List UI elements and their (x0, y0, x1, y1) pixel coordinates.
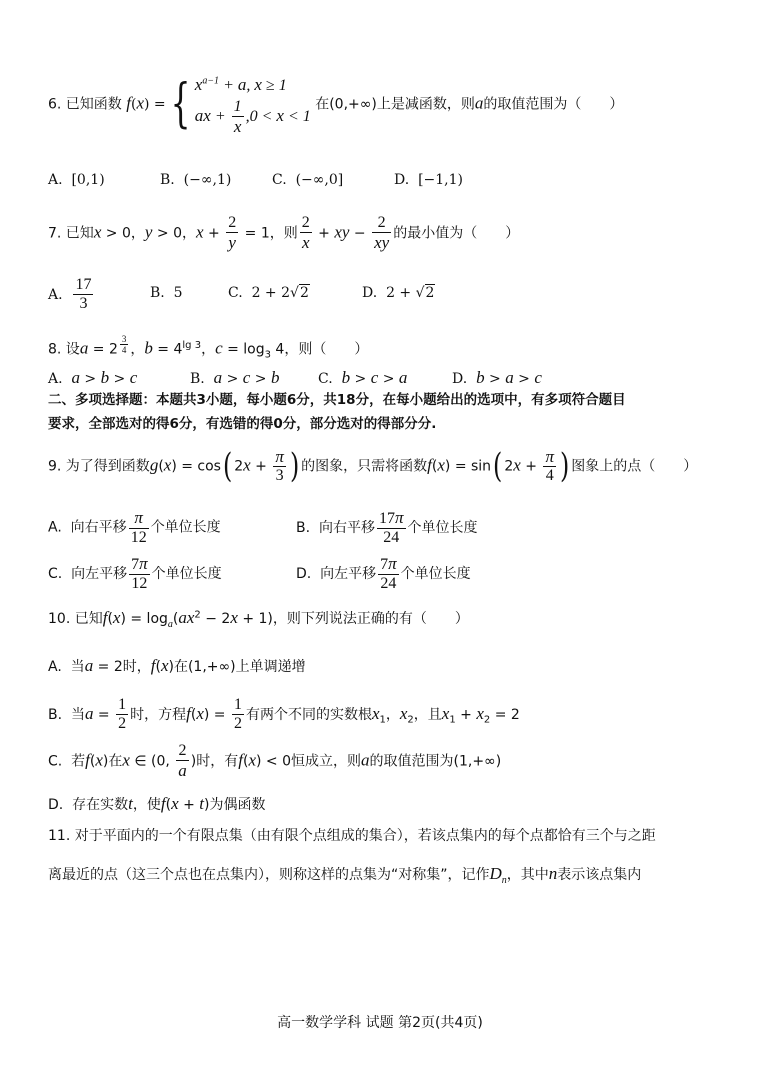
question-6: 6. 已知函数 f(x) ={ $x^{a-1} + a$, x ≥ 1 ax + $\frac{1}{x}$ ,0 < x < 1 在(0,+∞)上是减函数，则a的取值范围为（ ） (48, 72, 623, 137)
q6-option-d: D. [−1,1) (394, 172, 463, 188)
q10-option-a: A. 当a = 2时，f(x)在(1,+∞)上单调递增 (48, 656, 306, 675)
q6-option-c: C. (−∞,0] (272, 172, 344, 188)
question-11-line2: 离最近的点（这三个点也在点集内），则称这样的点集为“对称集”，记作$D_n$，其中n表示该点集内 (48, 864, 642, 886)
q7-option-a: A. $\frac{17}{3}$ (48, 276, 92, 313)
q6-option-a: A. [0,1) (48, 172, 105, 188)
question-10: 10. 已知$f(x) = \log_a(ax^2 - 2x + 1)$，则下列说法正确的有（ ） (48, 608, 469, 630)
q9-option-d: D. 向左平移 $\frac{7\pi}{24}$ 个单位长度 (296, 554, 471, 593)
q10-option-d: D. 存在实数t，使f(x + t)为偶函数 (48, 794, 266, 813)
question-8: 8. 设a = 2 $^{\frac{3}{4}}$ ，$b = 4^{lg 3}$，$c = \log_3 4$，则（ ） (48, 334, 369, 361)
q9-option-b: B. 向右平移 $\frac{17\pi}{24}$ 个单位长度 (296, 508, 478, 547)
q8-option-b: B. a > c > b (190, 368, 280, 387)
q8-option-a: A. a > b > c (48, 368, 138, 387)
q8-option-d: D. b > a > c (452, 368, 542, 387)
q9-option-c: C. 向左平移 $\frac{7\pi}{12}$ 个单位长度 (48, 554, 222, 593)
q6-piecewise: $x^{a-1} + a$, x ≥ 1 ax + $\frac{1}{x}$ ,0 < x < 1 (194, 75, 311, 137)
q6-prefix: 6. 已知函数 (48, 96, 127, 113)
q10-option-b: B. 当a = $\frac{1}{2}$ 时，方程f(x) = $\frac{1}{2}$ 有两个不同的实数根$x_1$，$x_2$，且$x_1 + x_2 = 2$ (48, 696, 520, 733)
section-2-heading: 二、多项选择题：本题共3小题，每小题6分，共18分，在每小题给出的选项中，有多项符合题目 (48, 392, 626, 408)
question-11-line1: 11. 对于平面内的一个有限点集（由有限个点组成的集合），若该点集内的每个点都恰有三个与之距 (48, 828, 656, 844)
question-9: 9. 为了得到函数g(x) = cos( 2x + $\frac{\pi}{3}$ ) 的图象，只需将函数f(x) = sin( 2x + $\frac{\pi}{4}$ ) 图象上的点（ ） (48, 446, 698, 486)
page-footer: 高一数学学科 试题 第2页(共4页) (277, 1015, 483, 1031)
q8-option-c: C. b > c > a (318, 368, 408, 387)
q9-option-a: A. 向右平移 $\frac{\pi}{12}$ 个单位长度 (48, 508, 221, 546)
section-2-heading-cont: 要求，全部选对的得6分，有选错的得0分，部分选对的得部分分. (48, 416, 437, 432)
q7-option-c: C. 2 + 2√2 (228, 285, 309, 301)
q10-option-c: C. 若f(x)在x ∈ (0, $\frac{2}{a}$ )时，有f(x) < 0恒成立，则a的取值范围为(1,+∞) (48, 742, 502, 781)
q6-option-b: B. (−∞,1) (160, 172, 232, 188)
question-7: 7. 已知x > 0，y > 0，x + $\frac{2}{y}$ = 1，则 $\frac{2}{x}$ + xy − $\frac{2}{xy}$ 的最小值为（ ） (48, 214, 520, 253)
q7-option-d: D. 2 + √2 (362, 285, 435, 301)
q7-option-b: B. 5 (150, 285, 183, 301)
